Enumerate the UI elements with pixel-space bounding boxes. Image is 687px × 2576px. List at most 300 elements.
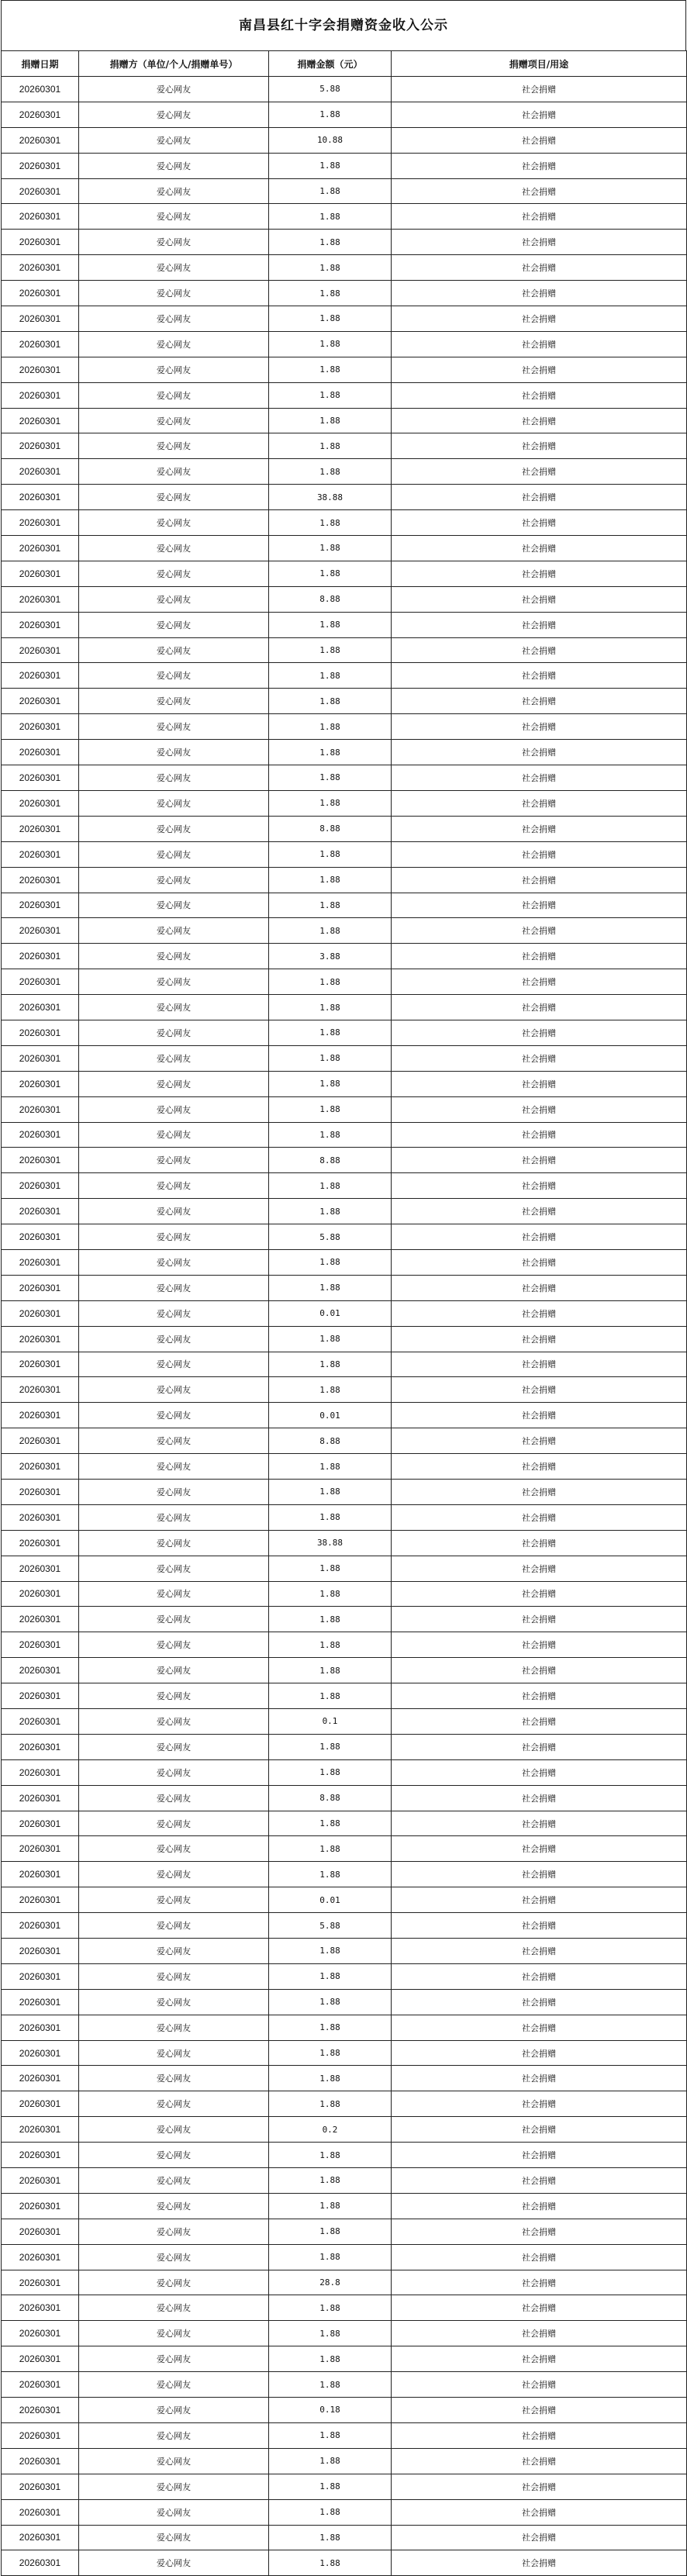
cell-date: 20260301 [2,306,79,332]
table-row [2,2398,687,2423]
cell-purpose: 社会捐赠 [392,1683,687,1709]
cell-date: 20260301 [2,637,79,663]
cell-amount: 1.88 [269,204,392,230]
cell-purpose: 社会捐赠 [392,1122,687,1148]
cell-purpose: 社会捐赠 [392,2091,687,2117]
cell-purpose: 社会捐赠 [392,2422,687,2448]
cell-donor: 爱心网友 [79,382,269,408]
cell-purpose: 社会捐赠 [392,2525,687,2550]
table-row [2,1607,687,1632]
cell-donor: 爱心网友 [79,1811,269,1836]
cell-amount: 8.88 [269,1428,392,1454]
cell-donor: 爱心网友 [79,2244,269,2270]
cell-purpose: 社会捐赠 [392,1836,687,1862]
cell-purpose: 社会捐赠 [392,102,687,127]
header-purpose: 捐赠项目/用途 [392,51,687,77]
table-row [2,2448,687,2474]
cell-date: 20260301 [2,382,79,408]
cell-donor: 爱心网友 [79,2499,269,2525]
cell-date: 20260301 [2,1326,79,1352]
table-row [2,2422,687,2448]
cell-purpose: 社会捐赠 [392,1045,687,1071]
cell-donor: 爱心网友 [79,2091,269,2117]
cell-donor: 爱心网友 [79,1913,269,1939]
cell-donor: 爱心网友 [79,1326,269,1352]
cell-purpose: 社会捐赠 [392,995,687,1020]
table-row [2,944,687,969]
cell-date: 20260301 [2,2422,79,2448]
table-row [2,2244,687,2270]
cell-purpose: 社会捐赠 [392,689,687,714]
cell-donor: 爱心网友 [79,586,269,612]
cell-donor: 爱心网友 [79,2422,269,2448]
table-row [2,1581,687,1607]
table-header-row [2,51,687,77]
cell-purpose: 社会捐赠 [392,1403,687,1428]
page-title: 南昌县红十字会捐赠资金收入公示 [1,0,686,50]
cell-amount: 1.88 [269,2550,392,2576]
cell-donor: 爱心网友 [79,536,269,561]
cell-amount: 1.88 [269,1479,392,1504]
cell-amount: 1.88 [269,765,392,791]
table-row [2,1326,687,1352]
cell-purpose: 社会捐赠 [392,433,687,459]
cell-amount: 1.88 [269,867,392,893]
cell-date: 20260301 [2,1199,79,1224]
cell-date: 20260301 [2,2015,79,2040]
cell-date: 20260301 [2,1224,79,1250]
cell-amount: 1.88 [269,2474,392,2499]
cell-purpose: 社会捐赠 [392,178,687,204]
cell-date: 20260301 [2,969,79,995]
cell-amount: 1.88 [269,1377,392,1403]
cell-date: 20260301 [2,1734,79,1759]
cell-donor: 爱心网友 [79,1709,269,1735]
cell-purpose: 社会捐赠 [392,2398,687,2423]
cell-date: 20260301 [2,2550,79,2576]
cell-amount: 0.1 [269,1709,392,1735]
cell-donor: 爱心网友 [79,1530,269,1556]
table-row [2,586,687,612]
cell-donor: 爱心网友 [79,230,269,255]
header-amount: 捐赠金额（元） [269,51,392,77]
cell-date: 20260301 [2,1045,79,1071]
cell-amount: 1.88 [269,230,392,255]
table-row [2,281,687,306]
table-row [2,382,687,408]
table-row [2,1811,687,1836]
cell-purpose: 社会捐赠 [392,841,687,867]
cell-donor: 爱心网友 [79,1300,269,1326]
cell-purpose: 社会捐赠 [392,1530,687,1556]
cell-donor: 爱心网友 [79,459,269,485]
cell-amount: 10.88 [269,127,392,153]
cell-donor: 爱心网友 [79,255,269,281]
cell-amount: 1.88 [269,255,392,281]
cell-amount: 1.88 [269,663,392,689]
table-row [2,765,687,791]
cell-donor: 爱心网友 [79,2525,269,2550]
table-row [2,1249,687,1275]
cell-purpose: 社会捐赠 [392,1096,687,1122]
cell-amount: 5.88 [269,1913,392,1939]
cell-amount: 1.88 [269,2346,392,2372]
cell-date: 20260301 [2,1300,79,1326]
cell-amount: 1.88 [269,740,392,765]
cell-date: 20260301 [2,2321,79,2346]
cell-date: 20260301 [2,77,79,102]
cell-donor: 爱心网友 [79,281,269,306]
cell-purpose: 社会捐赠 [392,510,687,536]
cell-date: 20260301 [2,2244,79,2270]
cell-date: 20260301 [2,230,79,255]
cell-date: 20260301 [2,586,79,612]
cell-purpose: 社会捐赠 [392,1199,687,1224]
cell-purpose: 社会捐赠 [392,1428,687,1454]
cell-donor: 爱心网友 [79,2321,269,2346]
cell-date: 20260301 [2,1173,79,1199]
table-row [2,2219,687,2244]
cell-purpose: 社会捐赠 [392,1913,687,1939]
cell-amount: 1.88 [269,1836,392,1862]
cell-donor: 爱心网友 [79,2117,269,2143]
cell-donor: 爱心网友 [79,740,269,765]
cell-purpose: 社会捐赠 [392,663,687,689]
cell-purpose: 社会捐赠 [392,2372,687,2398]
cell-donor: 爱心网友 [79,2168,269,2194]
table-row [2,1096,687,1122]
cell-amount: 1.88 [269,1504,392,1530]
cell-amount: 1.88 [269,1862,392,1887]
cell-amount: 1.88 [269,893,392,918]
cell-date: 20260301 [2,1709,79,1735]
cell-amount: 1.88 [269,561,392,586]
cell-purpose: 社会捐赠 [392,1173,687,1199]
table-row [2,2499,687,2525]
cell-purpose: 社会捐赠 [392,1148,687,1173]
cell-purpose: 社会捐赠 [392,2474,687,2499]
table-row [2,485,687,510]
cell-amount: 1.88 [269,2244,392,2270]
table-row [2,102,687,127]
table-row [2,1989,687,2015]
cell-purpose: 社会捐赠 [392,561,687,586]
cell-donor: 爱心网友 [79,2040,269,2066]
cell-donor: 爱心网友 [79,1403,269,1428]
cell-donor: 爱心网友 [79,1581,269,1607]
donation-table [1,50,687,2576]
table-row [2,841,687,867]
table-row [2,2168,687,2194]
cell-date: 20260301 [2,1556,79,1581]
cell-amount: 1.88 [269,2372,392,2398]
cell-amount: 1.88 [269,102,392,127]
cell-donor: 爱心网友 [79,102,269,127]
table-row [2,153,687,178]
cell-donor: 爱心网友 [79,765,269,791]
table-row [2,2321,687,2346]
cell-amount: 1.88 [269,612,392,637]
cell-purpose: 社会捐赠 [392,2499,687,2525]
cell-date: 20260301 [2,2117,79,2143]
table-row [2,2474,687,2499]
cell-purpose: 社会捐赠 [392,1785,687,1811]
cell-purpose: 社会捐赠 [392,2321,687,2346]
table-row [2,1887,687,1913]
cell-amount: 0.01 [269,1403,392,1428]
cell-purpose: 社会捐赠 [392,1734,687,1759]
cell-date: 20260301 [2,2499,79,2525]
table-row [2,2372,687,2398]
cell-amount: 1.88 [269,969,392,995]
cell-amount: 1.88 [269,153,392,178]
cell-date: 20260301 [2,510,79,536]
cell-donor: 爱心网友 [79,1989,269,2015]
cell-amount: 1.88 [269,1556,392,1581]
cell-donor: 爱心网友 [79,1352,269,1377]
cell-date: 20260301 [2,1096,79,1122]
cell-amount: 1.88 [269,2091,392,2117]
table-row [2,1300,687,1326]
table-row [2,230,687,255]
cell-amount: 1.88 [269,1963,392,1989]
cell-donor: 爱心网友 [79,408,269,433]
cell-purpose: 社会捐赠 [392,1479,687,1504]
cell-purpose: 社会捐赠 [392,1300,687,1326]
cell-donor: 爱心网友 [79,2372,269,2398]
cell-date: 20260301 [2,1862,79,1887]
header-donor: 捐赠方（单位/个人/捐赠单号） [79,51,269,77]
table-row [2,1122,687,1148]
cell-amount: 1.88 [269,790,392,816]
cell-purpose: 社会捐赠 [392,153,687,178]
cell-donor: 爱心网友 [79,816,269,841]
cell-purpose: 社会捐赠 [392,357,687,382]
table-row [2,918,687,944]
cell-amount: 1.88 [269,1199,392,1224]
cell-date: 20260301 [2,740,79,765]
cell-donor: 爱心网友 [79,612,269,637]
cell-date: 20260301 [2,765,79,791]
cell-purpose: 社会捐赠 [392,1224,687,1250]
table-row [2,689,687,714]
cell-date: 20260301 [2,357,79,382]
cell-amount: 1.88 [269,1122,392,1148]
cell-amount: 1.88 [269,2193,392,2219]
cell-date: 20260301 [2,2219,79,2244]
cell-amount: 1.88 [269,1989,392,2015]
cell-purpose: 社会捐赠 [392,2448,687,2474]
cell-amount: 1.88 [269,1939,392,1964]
cell-amount: 38.88 [269,485,392,510]
cell-date: 20260301 [2,1658,79,1683]
cell-amount: 1.88 [269,1071,392,1096]
cell-donor: 爱心网友 [79,1377,269,1403]
cell-purpose: 社会捐赠 [392,944,687,969]
table-row [2,1479,687,1504]
cell-purpose: 社会捐赠 [392,281,687,306]
cell-donor: 爱心网友 [79,2550,269,2576]
cell-date: 20260301 [2,2270,79,2295]
cell-date: 20260301 [2,790,79,816]
cell-amount: 8.88 [269,816,392,841]
cell-date: 20260301 [2,612,79,637]
cell-purpose: 社会捐赠 [392,1556,687,1581]
cell-date: 20260301 [2,178,79,204]
cell-date: 20260301 [2,1403,79,1428]
table-row [2,204,687,230]
cell-amount: 1.88 [269,2499,392,2525]
table-row [2,969,687,995]
cell-donor: 爱心网友 [79,1071,269,1096]
cell-donor: 爱心网友 [79,1607,269,1632]
cell-date: 20260301 [2,893,79,918]
cell-donor: 爱心网友 [79,2346,269,2372]
cell-amount: 0.01 [269,1887,392,1913]
cell-amount: 1.88 [269,1734,392,1759]
cell-date: 20260301 [2,153,79,178]
cell-donor: 爱心网友 [79,1734,269,1759]
cell-purpose: 社会捐赠 [392,2168,687,2194]
table-row [2,790,687,816]
cell-amount: 8.88 [269,1148,392,1173]
table-row [2,2193,687,2219]
cell-date: 20260301 [2,2066,79,2091]
table-row [2,127,687,153]
table-row [2,1556,687,1581]
table-row [2,77,687,102]
cell-date: 20260301 [2,331,79,357]
cell-amount: 1.88 [269,1454,392,1480]
cell-amount: 5.88 [269,77,392,102]
table-row [2,1836,687,1862]
cell-purpose: 社会捐赠 [392,2270,687,2295]
cell-amount: 28.8 [269,2270,392,2295]
cell-purpose: 社会捐赠 [392,1607,687,1632]
cell-donor: 爱心网友 [79,867,269,893]
cell-date: 20260301 [2,2474,79,2499]
cell-date: 20260301 [2,1428,79,1454]
cell-amount: 1.88 [269,2448,392,2474]
cell-purpose: 社会捐赠 [392,306,687,332]
cell-purpose: 社会捐赠 [392,1275,687,1300]
cell-purpose: 社会捐赠 [392,459,687,485]
cell-date: 20260301 [2,1963,79,1989]
cell-donor: 爱心网友 [79,2193,269,2219]
cell-amount: 1.88 [269,536,392,561]
cell-donor: 爱心网友 [79,1199,269,1224]
cell-date: 20260301 [2,2091,79,2117]
cell-date: 20260301 [2,485,79,510]
cell-purpose: 社会捐赠 [392,2143,687,2168]
table-row [2,178,687,204]
cell-purpose: 社会捐赠 [392,255,687,281]
table-row [2,255,687,281]
table-row [2,1963,687,1989]
cell-donor: 爱心网友 [79,1122,269,1148]
cell-date: 20260301 [2,841,79,867]
cell-date: 20260301 [2,1836,79,1862]
cell-date: 20260301 [2,2346,79,2372]
cell-date: 20260301 [2,1811,79,1836]
cell-date: 20260301 [2,2193,79,2219]
cell-donor: 爱心网友 [79,689,269,714]
cell-date: 20260301 [2,2295,79,2321]
cell-date: 20260301 [2,1785,79,1811]
cell-purpose: 社会捐赠 [392,536,687,561]
cell-donor: 爱心网友 [79,1479,269,1504]
cell-date: 20260301 [2,1530,79,1556]
table-row [2,1734,687,1759]
cell-donor: 爱心网友 [79,1454,269,1480]
cell-purpose: 社会捐赠 [392,586,687,612]
cell-amount: 1.88 [269,1096,392,1122]
cell-donor: 爱心网友 [79,1428,269,1454]
table-row [2,1632,687,1658]
cell-date: 20260301 [2,1683,79,1709]
table-row [2,1199,687,1224]
cell-donor: 爱心网友 [79,2015,269,2040]
cell-donor: 爱心网友 [79,2295,269,2321]
cell-amount: 1.88 [269,2321,392,2346]
cell-amount: 1.88 [269,714,392,740]
cell-date: 20260301 [2,2448,79,2474]
cell-date: 20260301 [2,1020,79,1045]
cell-purpose: 社会捐赠 [392,816,687,841]
cell-amount: 1.88 [269,1173,392,1199]
cell-donor: 爱心网友 [79,306,269,332]
cell-amount: 1.88 [269,841,392,867]
table-row [2,1403,687,1428]
table-row [2,408,687,433]
cell-amount: 1.88 [269,1326,392,1352]
cell-amount: 1.88 [269,2422,392,2448]
table-row [2,536,687,561]
cell-amount: 1.88 [269,2525,392,2550]
table-row [2,1352,687,1377]
cell-amount: 1.88 [269,1759,392,1785]
table-row [2,357,687,382]
cell-amount: 8.88 [269,586,392,612]
cell-donor: 爱心网友 [79,1963,269,1989]
cell-date: 20260301 [2,1479,79,1504]
cell-donor: 爱心网友 [79,714,269,740]
table-row [2,1020,687,1045]
cell-date: 20260301 [2,2525,79,2550]
table-row [2,2066,687,2091]
cell-donor: 爱心网友 [79,637,269,663]
cell-donor: 爱心网友 [79,663,269,689]
cell-purpose: 社会捐赠 [392,1811,687,1836]
cell-date: 20260301 [2,995,79,1020]
cell-donor: 爱心网友 [79,1249,269,1275]
cell-purpose: 社会捐赠 [392,77,687,102]
table-row [2,2091,687,2117]
cell-donor: 爱心网友 [79,1683,269,1709]
cell-purpose: 社会捐赠 [392,1071,687,1096]
table-row [2,1377,687,1403]
cell-donor: 爱心网友 [79,790,269,816]
cell-amount: 1.88 [269,331,392,357]
cell-purpose: 社会捐赠 [392,2015,687,2040]
cell-donor: 爱心网友 [79,127,269,153]
cell-purpose: 社会捐赠 [392,1504,687,1530]
table-row [2,2040,687,2066]
cell-donor: 爱心网友 [79,2066,269,2091]
cell-purpose: 社会捐赠 [392,2346,687,2372]
cell-donor: 爱心网友 [79,2270,269,2295]
cell-donor: 爱心网友 [79,969,269,995]
